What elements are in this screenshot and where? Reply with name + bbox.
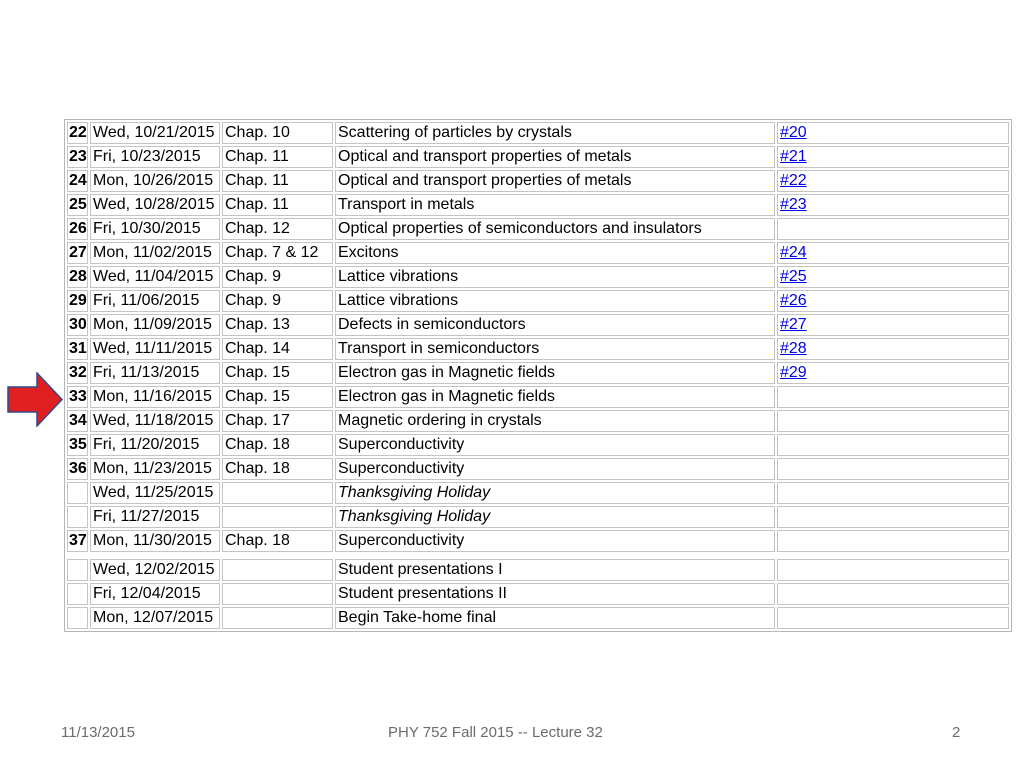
table-row: [67, 314, 1009, 336]
lecture-date-cell: Fri, 12/04/2015: [90, 583, 220, 605]
table-row: [67, 434, 1009, 456]
lecture-number-cell: 24: [67, 170, 88, 192]
table-row: [67, 218, 1009, 240]
homework-cell: [777, 506, 1009, 528]
table-row: [67, 266, 1009, 288]
table-row: [67, 583, 1009, 605]
lecture-number-cell: 34: [67, 410, 88, 432]
topic-cell: Optical and transport properties of metals: [335, 170, 775, 192]
chapter-cell: Chap. 10: [222, 122, 333, 144]
chapter-cell: Chap. 14: [222, 338, 333, 360]
chapter-cell: Chap. 17: [222, 410, 333, 432]
topic-cell: Defects in semiconductors: [335, 314, 775, 336]
lecture-number-cell: [67, 506, 88, 528]
homework-cell: [777, 530, 1009, 552]
lecture-date-cell: Wed, 10/28/2015: [90, 194, 220, 216]
lecture-date-cell: Wed, 11/11/2015: [90, 338, 220, 360]
chapter-cell: [222, 506, 333, 528]
chapter-cell: [222, 607, 333, 629]
topic-cell: Lattice vibrations: [335, 290, 775, 312]
homework-cell: [777, 218, 1009, 240]
homework-link[interactable]: #20: [780, 124, 807, 141]
lecture-number-cell: 32: [67, 362, 88, 384]
lecture-number-cell: [67, 482, 88, 504]
footer-page-number: 2: [952, 724, 961, 741]
chapter-cell: Chap. 11: [222, 146, 333, 168]
homework-cell: [777, 242, 1009, 264]
homework-cell: [777, 122, 1009, 144]
table-row: [67, 410, 1009, 432]
chapter-cell: Chap. 9: [222, 290, 333, 312]
homework-link[interactable]: #26: [780, 292, 807, 309]
chapter-cell: Chap. 12: [222, 218, 333, 240]
homework-cell: [777, 386, 1009, 408]
chapter-cell: Chap. 15: [222, 386, 333, 408]
lecture-date-cell: Fri, 10/23/2015: [90, 146, 220, 168]
lecture-number-cell: 27: [67, 242, 88, 264]
homework-cell: [777, 410, 1009, 432]
lecture-date-cell: Fri, 11/13/2015: [90, 362, 220, 384]
lecture-date-cell: Wed, 11/18/2015: [90, 410, 220, 432]
topic-cell: Student presentations II: [335, 583, 775, 605]
topic-cell: Magnetic ordering in crystals: [335, 410, 775, 432]
chapter-cell: Chap. 11: [222, 170, 333, 192]
topic-cell: Electron gas in Magnetic fields: [335, 362, 775, 384]
chapter-cell: Chap. 7 & 12: [222, 242, 333, 264]
topic-cell: Scattering of particles by crystals: [335, 122, 775, 144]
topic-cell: Optical properties of semiconductors and insulators: [335, 218, 775, 240]
topic-cell: Student presentations I: [335, 559, 775, 581]
lecture-number-cell: 35: [67, 434, 88, 456]
lecture-date-cell: Fri, 11/20/2015: [90, 434, 220, 456]
table-row: [67, 482, 1009, 504]
homework-link[interactable]: #23: [780, 196, 807, 213]
lecture-date-cell: Mon, 11/30/2015: [90, 530, 220, 552]
table-row: [67, 386, 1009, 408]
lecture-number-cell: 23: [67, 146, 88, 168]
homework-cell: [777, 559, 1009, 581]
topic-cell: Thanksgiving Holiday: [335, 506, 775, 528]
lecture-date-cell: Wed, 10/21/2015: [90, 122, 220, 144]
lecture-date-cell: Wed, 11/25/2015: [90, 482, 220, 504]
homework-cell: [777, 482, 1009, 504]
table-row: [67, 530, 1009, 552]
table-row: [67, 242, 1009, 264]
homework-cell: [777, 458, 1009, 480]
homework-cell: [777, 338, 1009, 360]
lecture-number-cell: 30: [67, 314, 88, 336]
lecture-number-cell: 25: [67, 194, 88, 216]
lecture-number-cell: 22: [67, 122, 88, 144]
topic-cell: Transport in semiconductors: [335, 338, 775, 360]
table-row: [67, 194, 1009, 216]
homework-cell: [777, 434, 1009, 456]
chapter-cell: Chap. 11: [222, 194, 333, 216]
homework-link[interactable]: #21: [780, 148, 807, 165]
lecture-number-cell: 37: [67, 530, 88, 552]
table-row: [67, 607, 1009, 629]
lecture-date-cell: Fri, 10/30/2015: [90, 218, 220, 240]
homework-link[interactable]: #25: [780, 268, 807, 285]
lecture-date-cell: Mon, 11/09/2015: [90, 314, 220, 336]
lecture-number-cell: 33: [67, 386, 88, 408]
lecture-date-cell: Mon, 12/07/2015: [90, 607, 220, 629]
chapter-cell: Chap. 18: [222, 434, 333, 456]
chapter-cell: [222, 559, 333, 581]
lecture-date-cell: Wed, 12/02/2015: [90, 559, 220, 581]
lecture-number-cell: [67, 607, 88, 629]
topic-cell: Thanksgiving Holiday: [335, 482, 775, 504]
chapter-cell: [222, 482, 333, 504]
lecture-date-cell: Fri, 11/06/2015: [90, 290, 220, 312]
homework-cell: [777, 583, 1009, 605]
topic-cell: Superconductivity: [335, 458, 775, 480]
lecture-number-cell: 29: [67, 290, 88, 312]
lecture-number-cell: 36: [67, 458, 88, 480]
lecture-date-cell: Mon, 10/26/2015: [90, 170, 220, 192]
table-row: [67, 170, 1009, 192]
chapter-cell: Chap. 13: [222, 314, 333, 336]
table-row: [67, 362, 1009, 384]
lecture-date-cell: Mon, 11/16/2015: [90, 386, 220, 408]
homework-cell: [777, 314, 1009, 336]
table-row: [67, 458, 1009, 480]
topic-cell: Lattice vibrations: [335, 266, 775, 288]
table-row: [67, 559, 1009, 581]
topic-cell: Begin Take-home final: [335, 607, 775, 629]
lecture-number-cell: [67, 583, 88, 605]
footer-title: PHY 752 Fall 2015 -- Lecture 32: [388, 724, 603, 741]
homework-cell: [777, 146, 1009, 168]
chapter-cell: Chap. 15: [222, 362, 333, 384]
homework-link[interactable]: #29: [780, 364, 807, 381]
table-row: [67, 146, 1009, 168]
table-separator: [67, 554, 1009, 557]
table-row: [67, 338, 1009, 360]
lecture-number-cell: 31: [67, 338, 88, 360]
homework-link[interactable]: #22: [780, 172, 807, 189]
lecture-date-cell: Fri, 11/27/2015: [90, 506, 220, 528]
current-lecture-arrow-icon: [7, 372, 63, 427]
homework-cell: [777, 290, 1009, 312]
homework-cell: [777, 362, 1009, 384]
lecture-number-cell: [67, 559, 88, 581]
lecture-date-cell: Wed, 11/04/2015: [90, 266, 220, 288]
chapter-cell: [222, 583, 333, 605]
table-row: [67, 122, 1009, 144]
lecture-date-cell: Mon, 11/02/2015: [90, 242, 220, 264]
homework-cell: [777, 194, 1009, 216]
topic-cell: Optical and transport properties of metals: [335, 146, 775, 168]
topic-cell: Superconductivity: [335, 434, 775, 456]
lecture-number-cell: 26: [67, 218, 88, 240]
homework-link[interactable]: #27: [780, 316, 807, 333]
lecture-number-cell: 28: [67, 266, 88, 288]
chapter-cell: Chap. 18: [222, 530, 333, 552]
chapter-cell: Chap. 18: [222, 458, 333, 480]
lecture-date-cell: Mon, 11/23/2015: [90, 458, 220, 480]
topic-cell: Electron gas in Magnetic fields: [335, 386, 775, 408]
homework-link[interactable]: #28: [780, 340, 807, 357]
table-row: [67, 506, 1009, 528]
topic-cell: Superconductivity: [335, 530, 775, 552]
homework-cell: [777, 607, 1009, 629]
chapter-cell: Chap. 9: [222, 266, 333, 288]
table-row: [67, 290, 1009, 312]
homework-cell: [777, 170, 1009, 192]
topic-cell: Excitons: [335, 242, 775, 264]
homework-link[interactable]: #24: [780, 244, 807, 261]
homework-cell: [777, 266, 1009, 288]
lecture-schedule-table: [64, 119, 1012, 632]
footer-date: 11/13/2015: [61, 724, 135, 741]
topic-cell: Transport in metals: [335, 194, 775, 216]
